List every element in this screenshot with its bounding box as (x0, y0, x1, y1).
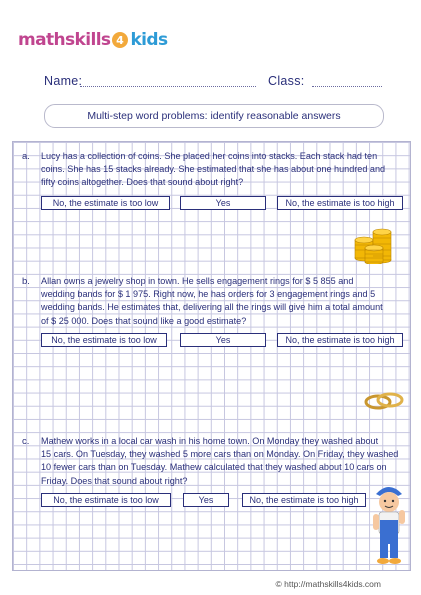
question-b-line-4: of $ 25 000. Does that sound like a good estimate? (41, 315, 247, 326)
question-a-letter: a. (22, 151, 30, 162)
question-a-line-1: Lucy has a collection of coins. She placed her coins into stacks. Each stack had ten (41, 151, 378, 161)
question-c-text (41, 435, 409, 488)
worksheet-title-box (44, 104, 384, 128)
logo-badge-icon (111, 31, 129, 49)
coin-stacks-icon (350, 218, 398, 264)
student-info-row (0, 72, 421, 96)
question-a-option-too-high[interactable]: No, the estimate is too high (277, 196, 403, 210)
question-a-text (41, 150, 401, 190)
logo-text-num: 4 (116, 34, 125, 47)
question-c-line-2: 15 cars. On Tuesday, they washed 5 more cars than on Monday. On Friday, they washed (41, 449, 399, 460)
logo-text-left: mathskills (18, 30, 111, 50)
wedding-rings-icon (362, 388, 406, 412)
question-b-option-too-low[interactable]: No, the estimate is too low (41, 333, 167, 347)
question-b-line-1: Allan owns a jewelry shop in town. He sells engagement rings for $ 5 855 and (41, 276, 354, 286)
class-label: Class: (268, 74, 305, 88)
question-b-line-3: wedding bands. He estimates that, delivering all the rings will give him a total amount (41, 302, 383, 313)
question-c-line-4: Friday. Does that sound about right? (41, 475, 188, 486)
question-c-line-1: Mathew works in a local car wash in his home town. On Monday they washed about (41, 436, 379, 446)
question-b-text (41, 275, 403, 328)
question-b-line-2: wedding bands for $ 1 975. Right now, he has orders for 3 engagement rings and 5 (41, 289, 376, 300)
question-b-option-too-high[interactable]: No, the estimate is too high (277, 333, 403, 347)
question-a-line-3: fifty coins altogether. Does that sound about right? (41, 177, 244, 188)
name-field[interactable] (80, 86, 256, 87)
worksheet-title: Multi-step word problems: identify reasonable answers (87, 110, 341, 122)
question-a-option-too-low[interactable]: No, the estimate is too low (41, 196, 170, 210)
question-c-option-too-high[interactable]: No, the estimate is too high (242, 493, 366, 507)
name-label: Name: (44, 74, 83, 88)
footer-copyright: © http://mathskills4kids.com (275, 579, 381, 589)
question-c-option-too-low[interactable]: No, the estimate is too low (41, 493, 171, 507)
question-c-option-yes[interactable]: Yes (183, 493, 229, 507)
class-field[interactable] (312, 86, 382, 87)
brand-logo (18, 28, 167, 52)
logo-text-right: kids (130, 30, 168, 50)
question-c-letter: c. (22, 436, 30, 447)
question-a-option-yes[interactable]: Yes (180, 196, 266, 210)
question-a-line-2: coins. She has 15 stacks already. She estimated that she has about one hundred and (41, 164, 386, 175)
question-b-option-yes[interactable]: Yes (180, 333, 266, 347)
footer (0, 575, 421, 595)
question-b-letter: b. (22, 276, 30, 287)
question-c-line-3: 10 fewer cars than on Tuesday. Mathew calculated that they washed about 10 cars on (41, 462, 387, 473)
boy-cartoon-icon (368, 480, 410, 566)
